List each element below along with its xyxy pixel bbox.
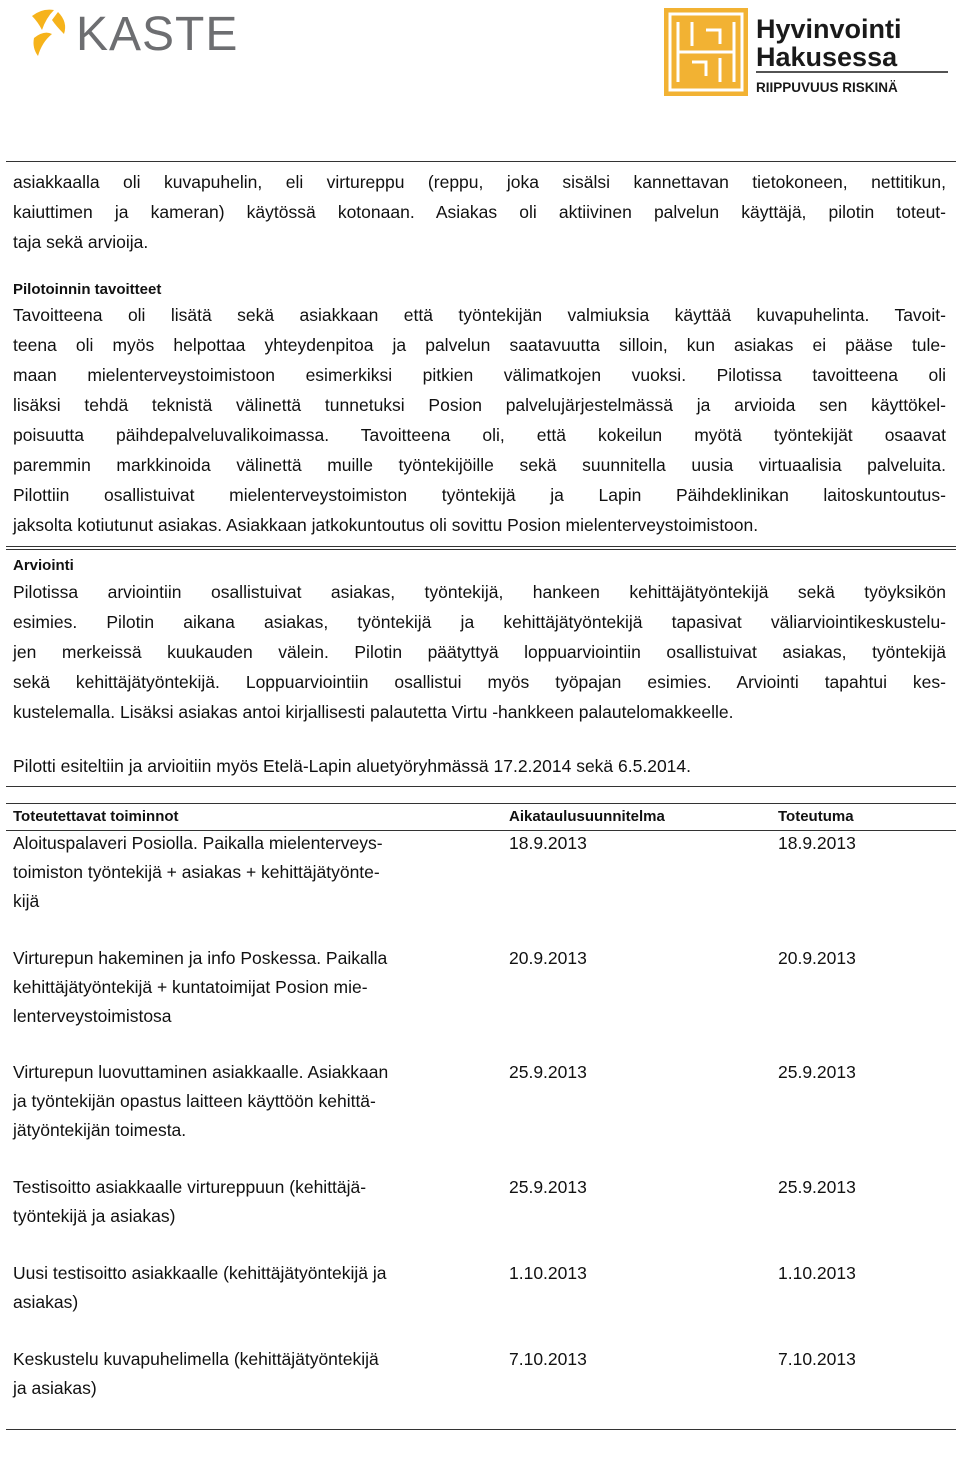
table-row xyxy=(6,944,956,1059)
activity-cell xyxy=(13,1259,493,1317)
col-header-activities: Toteutettavat toiminnot xyxy=(13,808,179,825)
logo-tagline: RIIPPUVUUS RISKINÄ xyxy=(756,80,898,95)
actual-date: 18.9.2013 xyxy=(778,833,856,853)
activity-cell xyxy=(13,944,493,1031)
activity-line: Virturepun luovuttaminen asiakkaalle. Asiakkaan xyxy=(13,1062,389,1082)
activity-cell xyxy=(13,1345,493,1403)
activity-line: jätyöntekijän toimesta. xyxy=(13,1120,187,1140)
logo-line2: Hakusessa xyxy=(756,42,898,72)
planned-date: 7.10.2013 xyxy=(509,1349,587,1369)
evaluation-heading: Arviointi xyxy=(13,557,74,574)
planned-date: 1.10.2013 xyxy=(509,1263,587,1283)
evaluation-paragraph xyxy=(13,577,946,727)
intro-line: asiakkaalla oli kuvapuhelin, eli virtureppu (reppu, joka sisälsi kannettavan tietokoneen, nettitikun, xyxy=(13,172,946,192)
activity-cell xyxy=(13,1173,493,1231)
activity-line: työntekijä ja asiakas) xyxy=(13,1206,176,1226)
activity-line: Aloituspalaveri Posiolla. Paikalla mielenterveys- xyxy=(13,833,383,853)
planned-date: 25.9.2013 xyxy=(509,1062,587,1082)
activity-line: kijä xyxy=(13,891,40,911)
col-header-actual: Toteutuma xyxy=(778,808,854,825)
goals-heading: Pilotoinnin tavoitteet xyxy=(13,281,162,298)
activity-line: kehittäjätyöntekijä + kuntatoimijat Posion mie- xyxy=(13,977,368,997)
goals-line: paremmin markkinoida välinettä muille työntekijöille sekä suunnitella uusia virtuaalisia palveluita. xyxy=(13,455,946,475)
actual-date: 25.9.2013 xyxy=(778,1177,856,1197)
planned-date: 25.9.2013 xyxy=(509,1177,587,1197)
planned-date: 18.9.2013 xyxy=(509,833,587,853)
table-row xyxy=(6,1345,956,1460)
logo-line1: Hyvinvointi xyxy=(756,14,902,44)
actual-date: 7.10.2013 xyxy=(778,1349,856,1369)
activity-line: Virturepun hakeminen ja info Poskessa. Paikalla xyxy=(13,948,388,968)
actual-date: 25.9.2013 xyxy=(778,1062,856,1082)
goals-line: jaksolta kotiutunut asiakas. Asiakkaan jatkokuntoutus oli sovittu Posion mielenterveystoimistoon. xyxy=(13,515,759,535)
actual-date: 20.9.2013 xyxy=(778,948,856,968)
table-row xyxy=(6,829,956,944)
activity-line: ja asiakas) xyxy=(13,1378,97,1398)
goals-line: teena oli myös helpottaa yhteydenpitoa ja palvelun saatavuutta silloin, kun asiakas ei pääse tule- xyxy=(13,335,946,355)
actual-date: 1.10.2013 xyxy=(778,1263,856,1283)
evaluation-line: kustelemalla. Lisäksi asiakas antoi kirjallisesti palautetta Virtu -hankkeen palautelomakkeelle. xyxy=(13,702,734,722)
evaluation-line: sekä kehittäjätyöntekijä. Loppuarviointiin osallistui myös työpajan esimies. Arviointi tapahtui kes- xyxy=(13,672,946,692)
goals-paragraph xyxy=(13,300,946,540)
schedule-table xyxy=(6,803,956,1430)
activity-line: lenterveystoimistosa xyxy=(13,1006,172,1026)
evaluation-line: jen merkeissä kuukauden välein. Pilotin päätyttyä loppuarviointiin osallistuivat asiakas, työntekijä xyxy=(13,642,946,662)
col-header-planned: Aikataulusuunnitelma xyxy=(509,808,665,825)
hyvinvointi-hakusessa-logo xyxy=(662,6,952,98)
kaste-logo xyxy=(28,4,288,64)
activity-line: Keskustelu kuvapuhelimella (kehittäjätyöntekijä xyxy=(13,1349,379,1369)
goals-line: poisuutta päihdepalveluvalikoimassa. Tavoitteena oli, että kokeilun myötä työntekijät osaavat xyxy=(13,425,946,445)
evaluation-extra xyxy=(13,751,946,781)
activity-line: toimiston työntekijä + asiakas + kehittäjätyönte- xyxy=(13,862,380,882)
intro-paragraph xyxy=(13,167,946,257)
activity-line: Testisoitto asiakkaalle virtureppuun (kehittäjä- xyxy=(13,1177,367,1197)
goals-line: Tavoitteena oli lisätä sekä asiakkaan että työntekijän valmiuksia käyttää kuvapuhelinta. Tavoit- xyxy=(13,305,946,325)
activity-line: asiakas) xyxy=(13,1292,79,1312)
page-header xyxy=(0,0,960,110)
goals-line: Pilottiin osallistuivat mielenterveystoimiston työntekijä ja Lapin Päihdeklinikan laitoskuntoutus- xyxy=(13,485,946,505)
intro-line: kaiuttimen ja kameran) käytössä kotonaan. Asiakas oli aktiivinen palvelun käyttäjä, pilotin toteut- xyxy=(13,202,946,222)
activity-line: Uusi testisoitto asiakkaalle (kehittäjätyöntekijä ja xyxy=(13,1263,387,1283)
planned-date: 20.9.2013 xyxy=(509,948,587,968)
activity-cell xyxy=(13,829,493,916)
goals-line: lisäksi tehdä teknistä välinettä tunnetuksi Posion palvelujärjestelmässä ja arvioida sen käyttökel- xyxy=(13,395,946,415)
activity-cell xyxy=(13,1058,493,1145)
goals-line: maan mielenterveystoimistoon esimerkiksi pitkien välimatkojen vuoksi. Pilotissa tavoitteena oli xyxy=(13,365,946,385)
evaluation-line: Pilotissa arviointiin osallistuivat asiakas, työntekijä, hankeen kehittäjätyöntekijä sekä työyksikön xyxy=(13,582,946,602)
evaluation-extra-line: Pilotti esiteltiin ja arvioitiin myös Etelä-Lapin aluetyöryhmässä 17.2.2014 sekä 6.5.2014. xyxy=(13,756,692,776)
kaste-logo-text: KASTE xyxy=(76,8,239,61)
table-row xyxy=(6,1058,956,1173)
activity-line: ja työntekijän opastus laitteen käyttöön kehittä- xyxy=(13,1091,376,1111)
intro-line: taja sekä arvioija. xyxy=(13,232,149,252)
evaluation-line: esimies. Pilotin aikana asiakas, työntekijä ja kehittäjätyöntekijä tapasivat väliarviointikeskustelu- xyxy=(13,612,946,632)
